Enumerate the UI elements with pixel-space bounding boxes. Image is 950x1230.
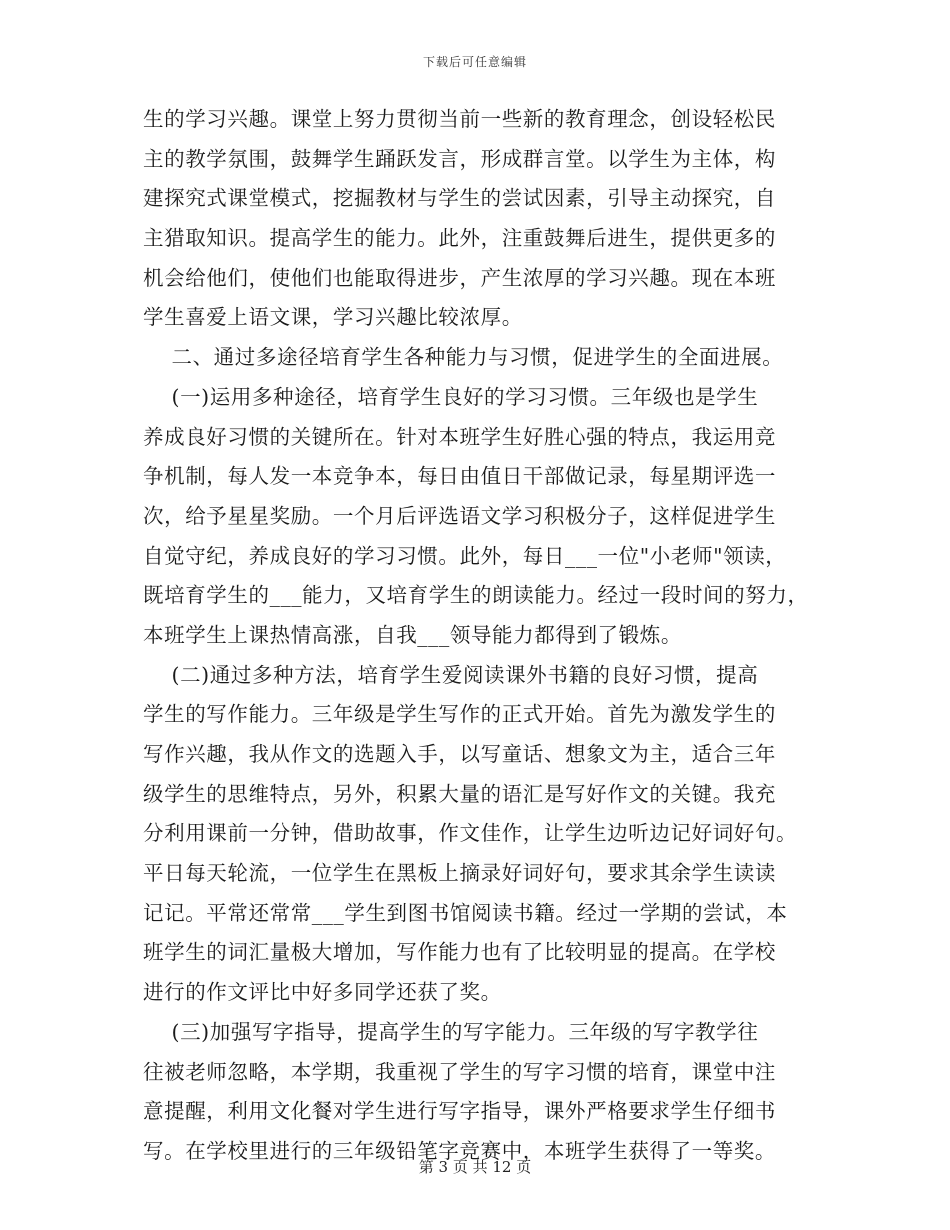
page-header-note: 下载后可任意编辑: [422, 55, 527, 69]
text-line: 往被老师忽略，本学期，我重视了学生的写字习惯的培育，课堂中注: [143, 1059, 776, 1084]
text-line: 生的学习兴趣。课堂上努力贯彻当前一些新的教育理念，创设轻松民: [143, 107, 776, 131]
text-line: 班学生的词汇量极大增加，写作能力也有了比较明显的提高。在学校: [143, 940, 776, 965]
text-line: 既培育学生的___能力，又培育学生的朗读能力。经过一段时间的努力，: [143, 583, 809, 608]
text-line: 进行的作文评比中好多同学还获了奖。: [143, 980, 502, 1005]
text-line: 学生喜爱上语文课，学习兴趣比较浓厚。: [143, 305, 523, 330]
text-line: 自觉守纪，养成良好的学习习惯。此外，每日___一位"小老师"领读，: [143, 543, 787, 568]
text-line: 主猎取知识。提高学生的能力。此外，注重鼓舞后进生，提供更多的: [143, 226, 776, 251]
text-line: (三)加强写字指导，提高学生的写字能力。三年级的写字教学往: [143, 1019, 759, 1044]
text-line: 争机制，每人发一本竞争本，每日由值日干部做记录，每星期评选一: [143, 464, 776, 489]
text-line: 级学生的思维特点，另外，积累大量的语汇是写好作文的关键。我充: [143, 781, 776, 806]
text-line: 写作兴趣，我从作文的选题入手，以写童话、想象文为主，适合三年: [143, 742, 776, 766]
text-line: (二)通过多种方法，培育学生爱阅读课外书籍的良好习惯，提高: [143, 662, 759, 687]
text-line: 平日每天轮流，一位学生在黑板上摘录好词好句，要求其余学生读读: [143, 861, 776, 886]
text-line: 写。在学校里进行的三年级铅笔字竞赛中，本班学生获得了一等奖。: [143, 1138, 776, 1163]
text-line: 记记。平常还常常___学生到图书馆阅读书籍。经过一学期的尝试，本: [143, 900, 788, 925]
text-line: 意提醒，利用文化餐对学生进行写字指导，课外严格要求学生仔细书: [143, 1099, 776, 1124]
text-line: 养成良好习惯的关键所在。针对本班学生好胜心强的特点，我运用竞: [143, 424, 776, 449]
text-line: 机会给他们，使他们也能取得进步，产生浓厚的学习兴趣。现在本班: [143, 265, 776, 290]
document-body: [143, 100, 813, 1172]
text-line: 分利用课前一分钟，借助故事，作文佳作，让学生边听边记好词好句。: [143, 821, 798, 846]
text-line: 主的教学氛围，鼓舞学生踊跃发言，形成群言堂。以学生为主体，构: [143, 146, 776, 171]
text-line: 建探究式课堂模式，挖掘教材与学生的尝试因素，引导主动探究，自: [143, 186, 776, 211]
text-line: 本班学生上课热情高涨，自我___领导能力都得到了锻炼。: [143, 622, 682, 647]
page-number-footer: 第 3 页 共 12 页: [418, 1158, 532, 1176]
text-line: 次，给予星星奖励。一个月后评选语文学习积极分子，这样促进学生: [143, 503, 776, 528]
text-line: (一)运用多种途径，培育学生良好的学习习惯。三年级也是学生: [143, 384, 759, 409]
section-heading: 二、通过多途径培育学生各种能力与习惯，促进学生的全面进展。: [143, 345, 784, 370]
text-line: 学生的写作能力。三年级是学生写作的正式开始。首先为激发学生的: [143, 702, 776, 727]
